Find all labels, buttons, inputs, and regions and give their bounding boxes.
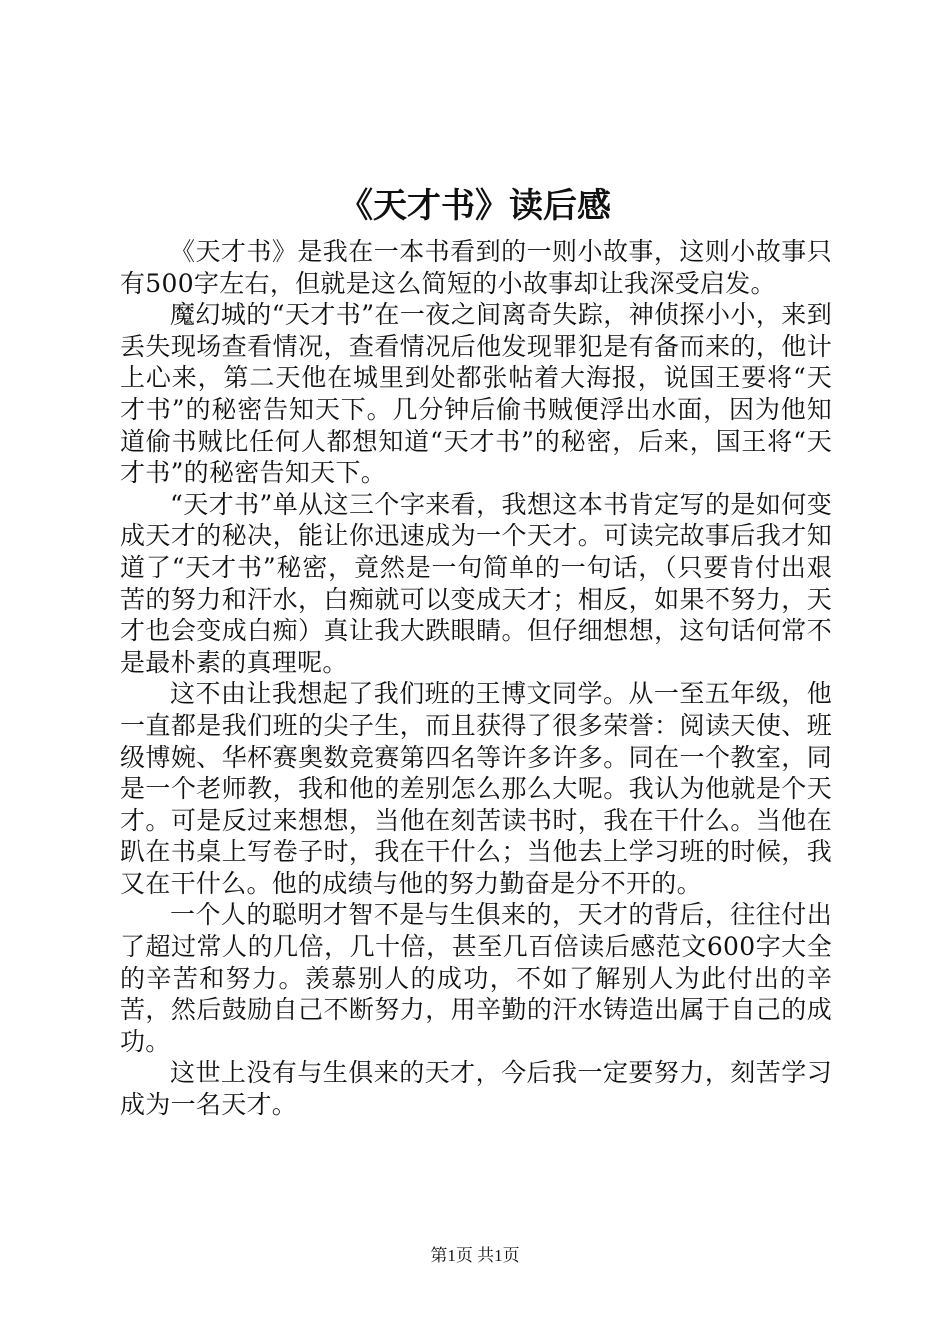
paragraph-4: 这不由让我想起了我们班的王博文同学。从一至五年级，他一直都是我们班的尖子生，而且获得了很多荣誉：阅读天使、班级博婉、华杯赛奥数竞赛第四名等许多许多。同在一个教室，同是一个老师教，我和他的差别怎么那么大呢。我认为他就是个天才。可是反过来想想，当他在刻苦读书时，我在干什么。当他在趴在书桌上写卷子时，我在干什么；当他去上学习班的时候，我又在干什么。他的成绩与他的努力勤奋是分不开的。 [120,679,832,898]
paragraph-6: 这世上没有与生俱来的天才，今后我一定要努力，刻苦学习成为一名天才。 [120,1058,832,1120]
paragraph-5: 一个人的聪明才智不是与生俱来的，天才的背后，往往付出了超过常人的几倍，几十倍，甚至几百倍读后感范文600字大全的辛苦和努力。羡慕别人的成功，不如了解别人为此付出的辛苦，然后鼓励自己不断努力，用辛勤的汗水铸造出属于自己的成功。 [120,900,832,1056]
paragraph-3: “天才书”单从这三个字来看，我想这本书肯定写的是如何变成天才的秘决，能让你迅速成为一个天才。可读完故事后我才知道了“天才书”秘密，竟然是一句简单的一句话，（只要肯付出艰苦的努力和汗水，白痴就可以变成天才；相反，如果不努力，天才也会变成白痴）真让我大跌眼睛。但仔细想想，这句话何常不是最朴素的真理呢。 [120,489,832,677]
page-footer: 第1页 共1页 [430,1246,520,1265]
document-title: 《天才书》读后感 [339,186,611,226]
paragraph-1: 《天才书》是我在一本书看到的一则小故事，这则小故事只有500字左右，但就是这么简短的小故事却让我深受启发。 [120,237,832,298]
document-body [120,236,832,1121]
paragraph-2: 魔幻城的“天才书”在一夜之间离奇失踪，神侦探小小，来到丢失现场查看情况，查看情况后他发现罪犯是有备而来的，他计上心来，第二天他在城里到处都张帖着大海报，说国王要将“天才书”的秘密告知天下。几分钟后偷书贼便浮出水面，因为他知道偷书贼比任何人都想知道“天才书”的秘密，后来，国王将“天才书”的秘密告知天下。 [120,300,832,488]
